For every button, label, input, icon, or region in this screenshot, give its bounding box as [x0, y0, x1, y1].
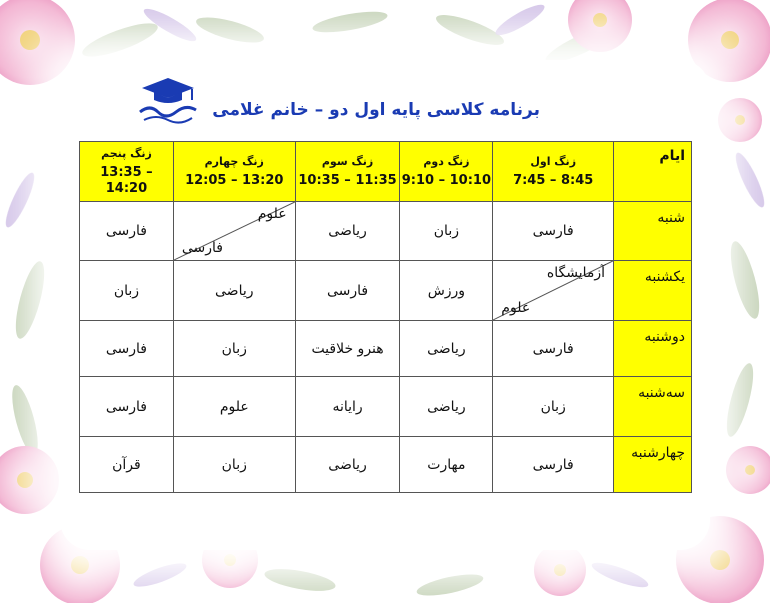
lesson-cell: ریاضی [400, 321, 493, 377]
day-label: چهارشنبه [614, 437, 692, 493]
lesson-cell: فارسی [493, 321, 614, 377]
period-header-1: زنگ اول 7:45 – 8:45 [493, 142, 614, 202]
lesson-cell: فارسی [80, 202, 174, 261]
table-row [80, 261, 692, 321]
table-row [80, 437, 692, 493]
table-row [80, 202, 692, 261]
day-label: دوشنبه [614, 321, 692, 377]
split-bottom-lesson: علوم [501, 300, 531, 316]
lesson-cell: ریاضی [400, 377, 493, 437]
lesson-cell: زبان [400, 202, 493, 261]
lesson-cell: زبان [80, 261, 174, 321]
split-lesson-cell [173, 202, 295, 261]
day-label: شنبه [614, 202, 692, 261]
lesson-cell: زبان [493, 377, 614, 437]
lesson-cell: قرآن [80, 437, 174, 493]
graduation-cap-logo-icon [136, 74, 200, 128]
day-label: یکشنبه [614, 261, 692, 321]
lesson-cell: رایانه [295, 377, 400, 437]
lesson-cell: هنرو خلاقیت [295, 321, 400, 377]
split-top-lesson: علوم [257, 206, 287, 222]
lesson-cell: ریاضی [173, 261, 295, 321]
split-lesson-cell [493, 261, 614, 321]
header-row [80, 142, 692, 202]
split-bottom-lesson: فارسی [181, 240, 223, 256]
class-schedule-table [79, 141, 692, 493]
split-top-lesson: آزمایشگاه [546, 265, 606, 281]
lesson-cell: زبان [173, 321, 295, 377]
period-header-2: زنگ دوم 9:10 – 10:10 [400, 142, 493, 202]
period-header-4: زنگ چهارم 12:05 – 13:20 [173, 142, 295, 202]
period-header-3: زنگ سوم 10:35 – 11:35 [295, 142, 400, 202]
day-label: سه‌شنبه [614, 377, 692, 437]
lesson-cell: فارسی [80, 377, 174, 437]
period-header-5: زنگ پنجم 13:35 – 14:20 [80, 142, 174, 202]
page-title: برنامه کلاسی پایه اول دو – خانم غلامی [212, 100, 540, 120]
lesson-cell: زبان [173, 437, 295, 493]
lesson-cell: ریاضی [295, 437, 400, 493]
lesson-cell: فارسی [295, 261, 400, 321]
table-row [80, 377, 692, 437]
lesson-cell: فارسی [493, 437, 614, 493]
lesson-cell: ریاضی [295, 202, 400, 261]
lesson-cell: فارسی [493, 202, 614, 261]
lesson-cell: فارسی [80, 321, 174, 377]
lesson-cell: مهارت [400, 437, 493, 493]
table-row [80, 321, 692, 377]
days-header: ایام [614, 142, 692, 202]
lesson-cell: علوم [173, 377, 295, 437]
lesson-cell: ورزش [400, 261, 493, 321]
